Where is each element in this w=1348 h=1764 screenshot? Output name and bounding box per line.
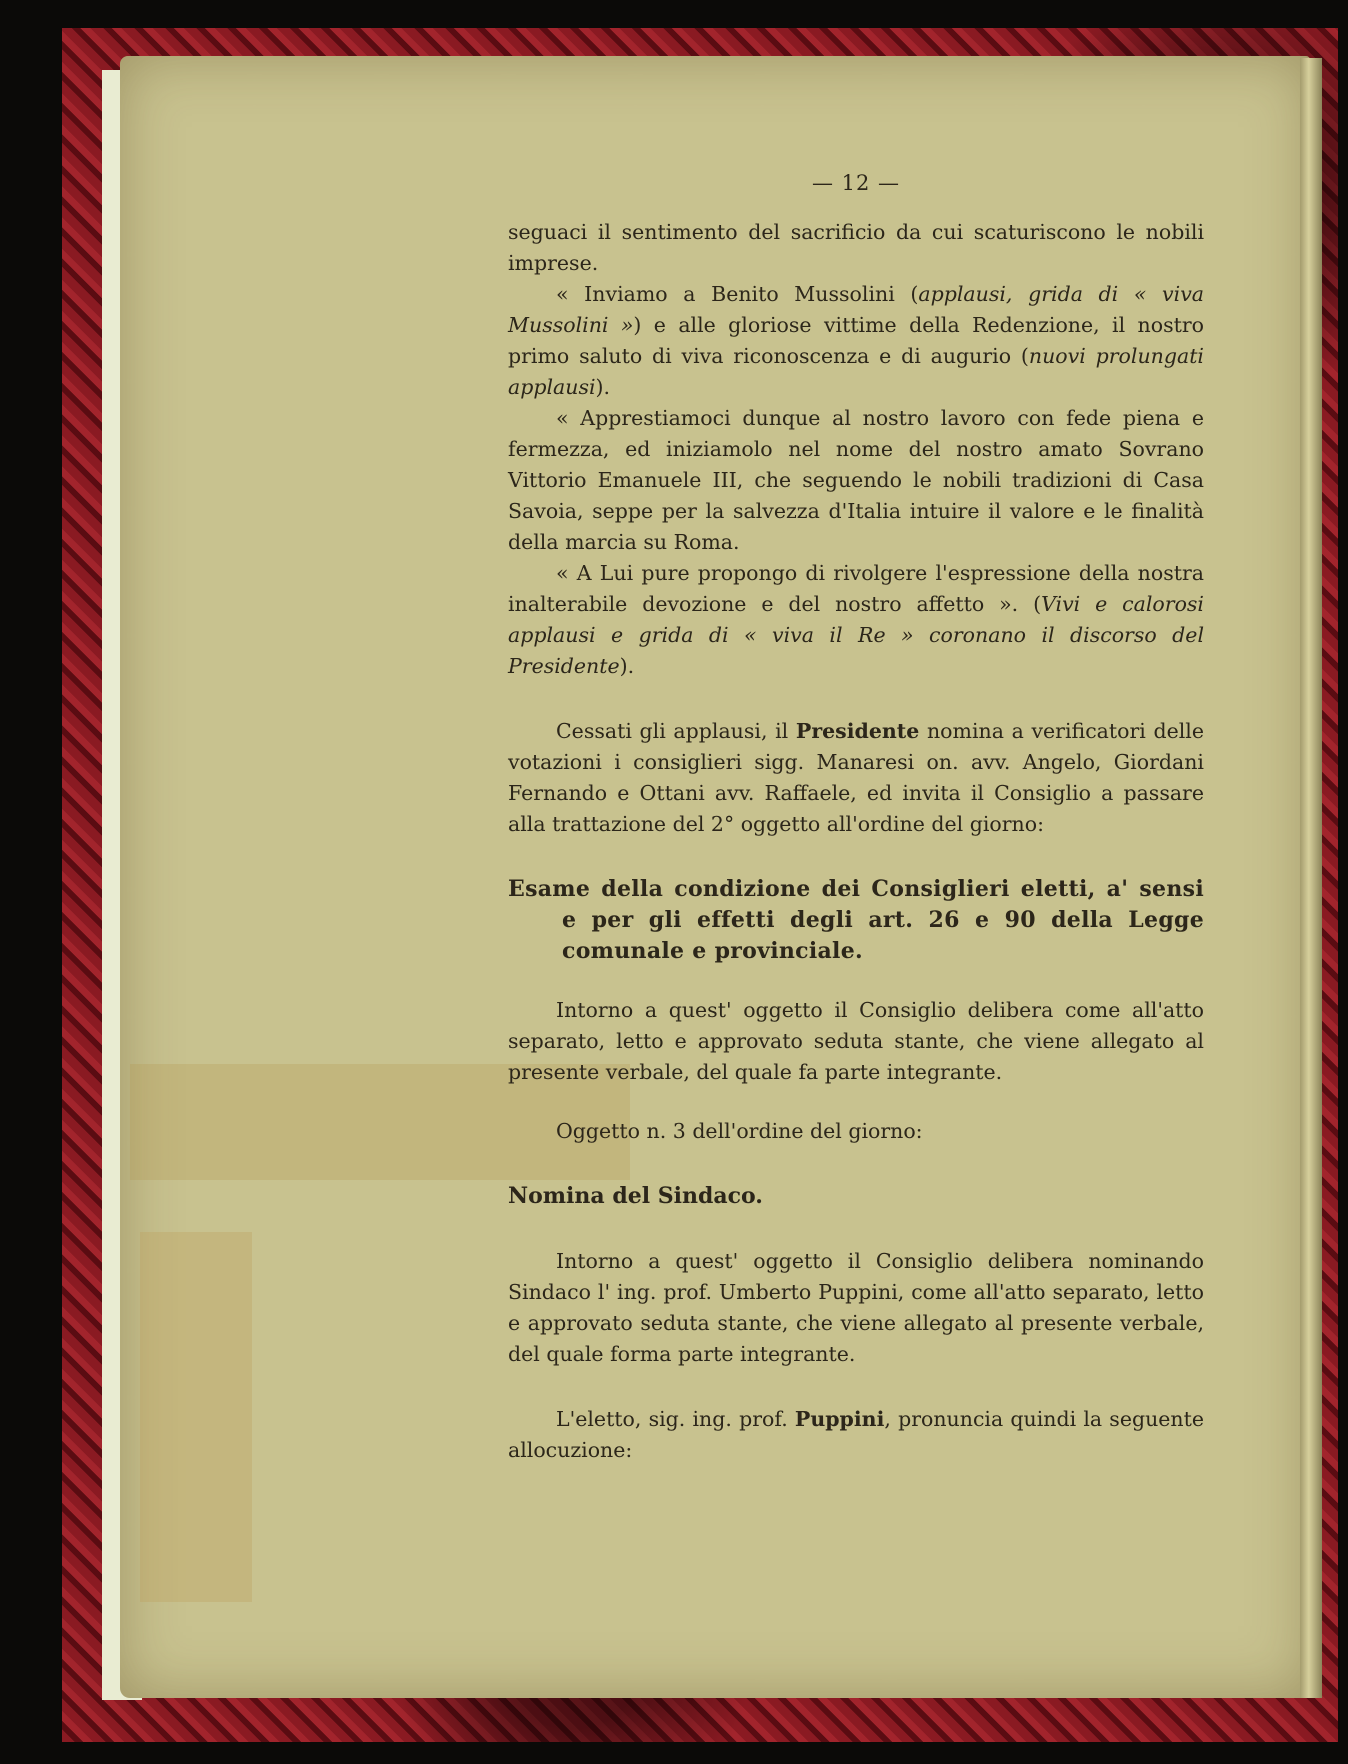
- section-heading: Esame della condizione dei Consiglieri eletti, a' sensi e per gli effetti degli art. 26 e 90 della Legge comunale e provinciale.: [508, 876, 1204, 964]
- paragraph: « Apprestiamoci dunque al nostro lavoro con fede piena e fermezza, ed iniziamolo nel nome del nostro amato Sovrano Vittorio Emanuele III, che seguendo le nobili tradizioni di Casa Savoia, seppe per la salvezza d'Italia intuire il valore e le finalità della marcia su Roma.: [508, 406, 1204, 554]
- paragraph: « A Lui pure propongo di rivolgere l'espressione della nostra inalterabile devozione e del nostro affetto ». (Vivi e calorosi applausi e grida di « viva il Re » coronano il discorso del Presidente).: [508, 561, 1204, 678]
- section-heading: Nomina del Sindaco.: [508, 1183, 763, 1209]
- paragraph: Intorno a quest' oggetto il Consiglio delibera nominando Sindaco l' ing. prof. Umberto Puppini, come all'atto separato, letto e approvato seduta stante, che viene allegato al presente verbale, del quale forma parte integrante.: [508, 1249, 1204, 1366]
- page-number: — 12 —: [811, 171, 901, 195]
- tape-stain: [140, 1232, 252, 1602]
- paragraph: Intorno a quest' oggetto il Consiglio delibera come all'atto separato, letto e approvato seduta stante, che viene allegato al presente verbale, del quale fa parte integrante.: [508, 998, 1204, 1084]
- page-edge: [1300, 58, 1322, 1698]
- paragraph: Oggetto n. 3 dell'ordine del giorno:: [556, 1119, 923, 1143]
- paragraph: L'eletto, sig. ing. prof. Puppini, pronuncia quindi la seguente allocuzione:: [508, 1407, 1204, 1462]
- paragraph: Cessati gli applausi, il Presidente nomina a verificatori delle votazioni i consiglieri sigg. Manaresi on. avv. Angelo, Giordani Fernando e Ottani avv. Raffaele, ed invita il Consiglio a passare alla trattazione del 2° oggetto all'ordine del giorno:: [508, 719, 1204, 836]
- page-text: [508, 168, 1204, 1466]
- paragraph: « Inviamo a Benito Mussolini (applausi, grida di « viva Mussolini ») e alle gloriose vittime della Redenzione, il nostro primo saluto di viva riconoscenza e di augurio (nuovi prolungati applausi).: [508, 282, 1204, 399]
- paragraph: seguaci il sentimento del sacrificio da cui scaturiscono le nobili imprese.: [508, 220, 1204, 275]
